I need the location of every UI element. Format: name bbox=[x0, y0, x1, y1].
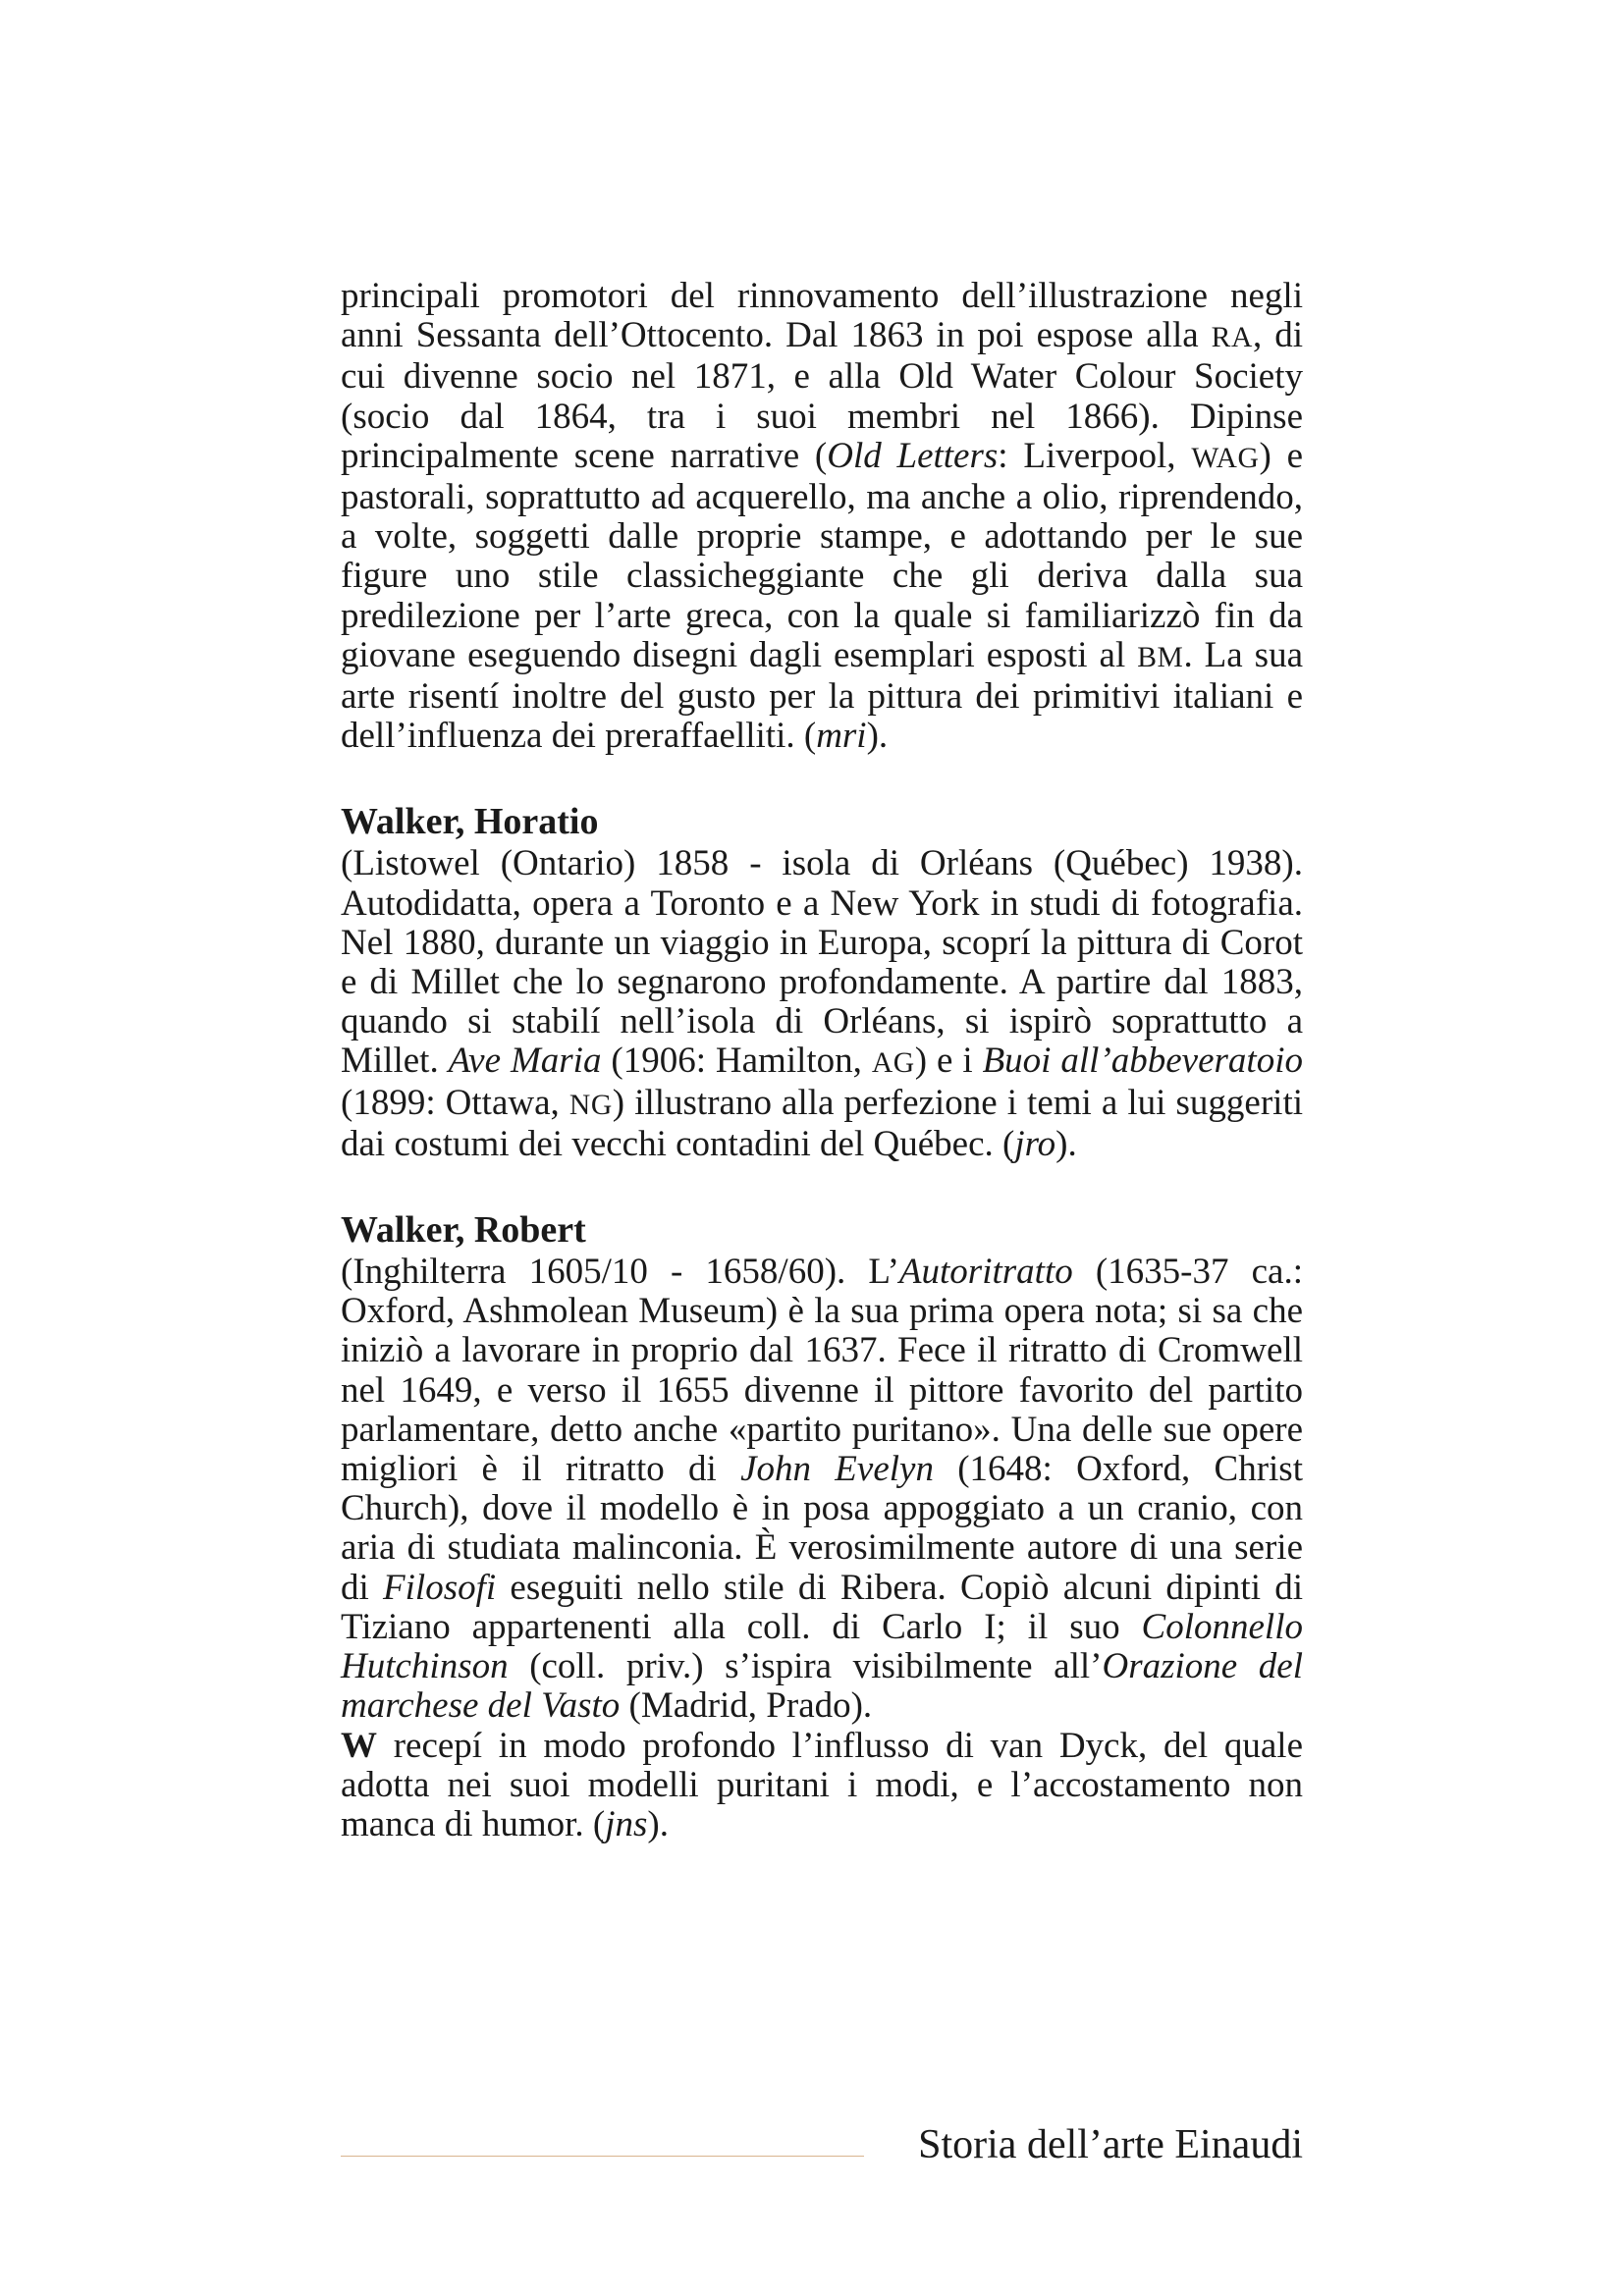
text-run: ) e i bbox=[914, 1041, 983, 1082]
text-run: , di cui divenne socio nel 1871, e alla Old Water Colour Society (socio dal 1864, tra i suoi membri nel 1866). Dipinse principalmente scene narrative ( bbox=[341, 315, 1303, 476]
artwork-title: Old Letters bbox=[827, 435, 999, 476]
text-run: (1899: Ottawa, bbox=[341, 1082, 569, 1123]
author-signature: mri bbox=[816, 716, 867, 757]
text-run: ). bbox=[866, 716, 889, 757]
entry-initial: W bbox=[341, 1725, 377, 1766]
text-run: . La sua arte risentí inoltre del gusto per la pittura dei primitivi italiani e dell’influenza dei preraffaelliti. ( bbox=[341, 634, 1303, 757]
text-run: (1648: Oxford, Christ Church), dove il modello è in posa appoggiato a un cranio, con aria di studiata malinconia. È verosimilmente autore di una serie di bbox=[341, 1449, 1303, 1608]
abbreviation: NG bbox=[568, 1089, 613, 1121]
text-run: (1906: Hamilton, bbox=[601, 1041, 872, 1082]
text-run: principali promotori del rinnovamento dell’illustrazione negli anni Sessanta dell’Ottocento. Dal 1863 in poi espose alla bbox=[341, 276, 1303, 356]
author-signature: jro bbox=[1014, 1123, 1056, 1164]
entry-paragraph-horatio bbox=[341, 844, 1303, 1164]
text-run: (Inghilterra 1605/10 - 1658/60). L’ bbox=[341, 1252, 899, 1293]
text-run: (coll. priv.) s’ispira visibilmente all’ bbox=[508, 1646, 1103, 1687]
artwork-title: Orazione del marchese del Vasto bbox=[341, 1646, 1303, 1727]
abbreviation: BM bbox=[1137, 641, 1184, 673]
intro-paragraph bbox=[341, 277, 1303, 756]
text-run: : Liverpool, bbox=[998, 435, 1192, 476]
entry-heading-horatio: Walker, Horatio bbox=[341, 801, 599, 843]
artwork-title: Filosofi bbox=[383, 1567, 497, 1608]
abbreviation: AG bbox=[871, 1047, 915, 1080]
footer-title: Storia dell’arte Einaudi bbox=[918, 2122, 1303, 2167]
text-run: ). bbox=[647, 1803, 669, 1844]
text-run: ) illustrano alla perfezione i temi a lui suggeriti dai costumi dei vecchi contadini del Québec. ( bbox=[341, 1082, 1304, 1164]
artwork-title: Autoritratto bbox=[898, 1252, 1073, 1293]
artwork-title: Ave Maria bbox=[448, 1041, 602, 1082]
artwork-title: Buoi all’abbeveratoio bbox=[982, 1041, 1303, 1082]
page-footer bbox=[341, 2120, 1303, 2169]
author-signature: jns bbox=[605, 1803, 648, 1844]
footer-rule bbox=[341, 2156, 864, 2157]
artwork-title: Colonnello Hutchinson bbox=[341, 1606, 1303, 1687]
text-run: ) e pastorali, soprattutto ad acquerello, ma anche a olio, riprendendo, a volte, soggetti dalle proprie stampe, e adottando per le sue figure uno stile classicheggiante che gli deriva dalla sua predilezione per l’arte greca, con la quale si familiarizzò fin da giovane eseguendo disegni dagli esemplari esposti al bbox=[341, 435, 1304, 675]
text-run: (Madrid, Prado). bbox=[620, 1685, 873, 1727]
entry-paragraph-robert-2 bbox=[341, 1727, 1303, 1845]
abbreviation: RA bbox=[1211, 322, 1253, 354]
abbreviation: WAG bbox=[1191, 442, 1260, 474]
entry-paragraph-robert bbox=[341, 1253, 1303, 1726]
entry-heading-robert: Walker, Robert bbox=[341, 1209, 586, 1252]
text-run: eseguiti nello stile di Ribera. Copiò alcuni dipinti di Tiziano appartenenti alla coll. di Carlo I; il suo bbox=[341, 1567, 1303, 1647]
text-run: (Listowel (Ontario) 1858 - isola di Orléans (Québec) 1938). Autodidatta, opera a Toronto e a New York in studi di fotografia. Nel 1880, durante un viaggio in Europa, scoprí la pittura di Corot e di Millet che lo segnarono profondamente. A partire dal 1883, quando si stabilí nell’isola di Orléans, si ispirò soprattutto a Millet. bbox=[341, 843, 1303, 1082]
artwork-title: John Evelyn bbox=[740, 1449, 934, 1490]
text-run: recepí in modo profondo l’influsso di van Dyck, del quale adotta nei suoi modelli puritani i modi, e l’accostamento non manca di humor. ( bbox=[341, 1725, 1303, 1844]
text-run: (1635-37 ca.: Oxford, Ashmolean Museum) è la sua prima opera nota; si sa che iniziò a lavorare in proprio dal 1637. Fece il ritratto di Cromwell nel 1649, e verso il 1655 divenne il pittore favorito del partito parlamentare, detto anche «partito puritano». Una delle sue opere migliori è il ritratto di bbox=[341, 1252, 1303, 1490]
text-column bbox=[341, 277, 1303, 1844]
text-run: ). bbox=[1055, 1123, 1077, 1164]
